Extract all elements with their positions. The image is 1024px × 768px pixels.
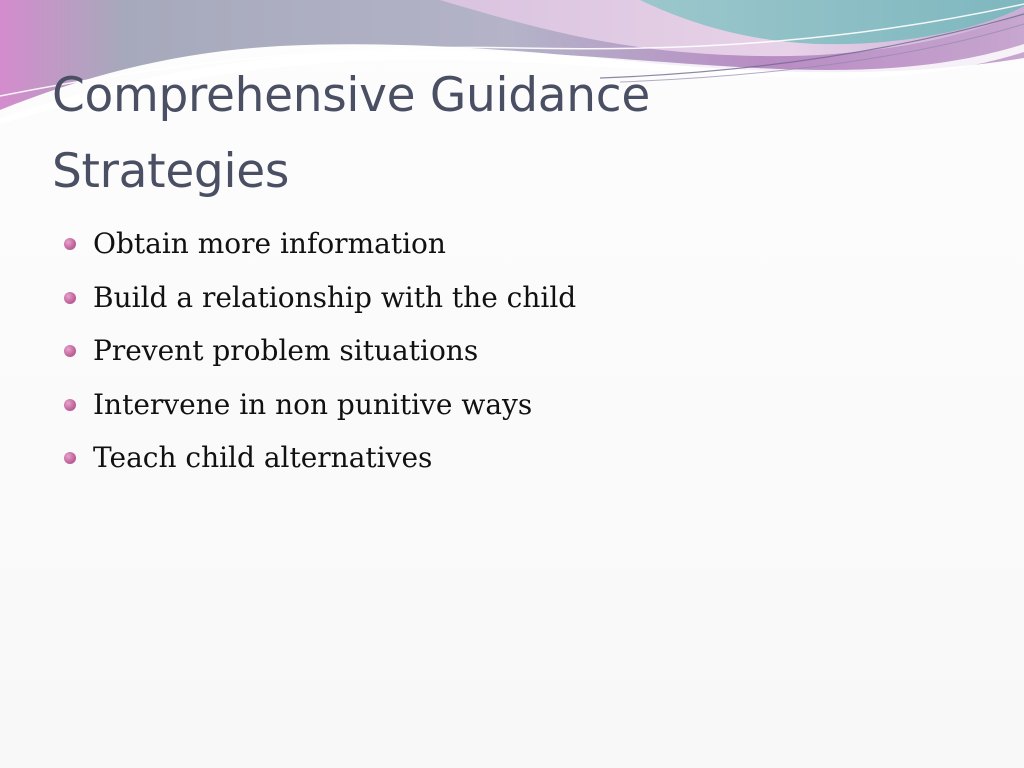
bullet-dot-icon — [64, 399, 76, 411]
bullet-dot-icon — [64, 452, 76, 464]
slide-title — [52, 58, 952, 210]
bullet-dot-icon — [64, 345, 76, 357]
slide-title-line-2: Strategies — [52, 144, 290, 199]
bullet-list — [62, 219, 962, 487]
slide-title-line-1: Comprehensive Guidance — [52, 68, 650, 123]
bullet-item — [62, 273, 962, 327]
bullet-text: Teach child alternatives — [93, 441, 433, 474]
bullet-dot-icon — [64, 292, 76, 304]
bullet-item — [62, 326, 962, 380]
bullet-text: Obtain more information — [93, 227, 446, 260]
bullet-item — [62, 380, 962, 434]
bullet-text: Prevent problem situations — [93, 334, 479, 367]
bullet-text: Build a relationship with the child — [93, 280, 577, 314]
bullet-dot-icon — [64, 238, 76, 250]
bullet-item — [62, 219, 962, 273]
bullet-item — [62, 433, 962, 487]
bullet-text: Intervene in non punitive ways — [93, 387, 533, 421]
